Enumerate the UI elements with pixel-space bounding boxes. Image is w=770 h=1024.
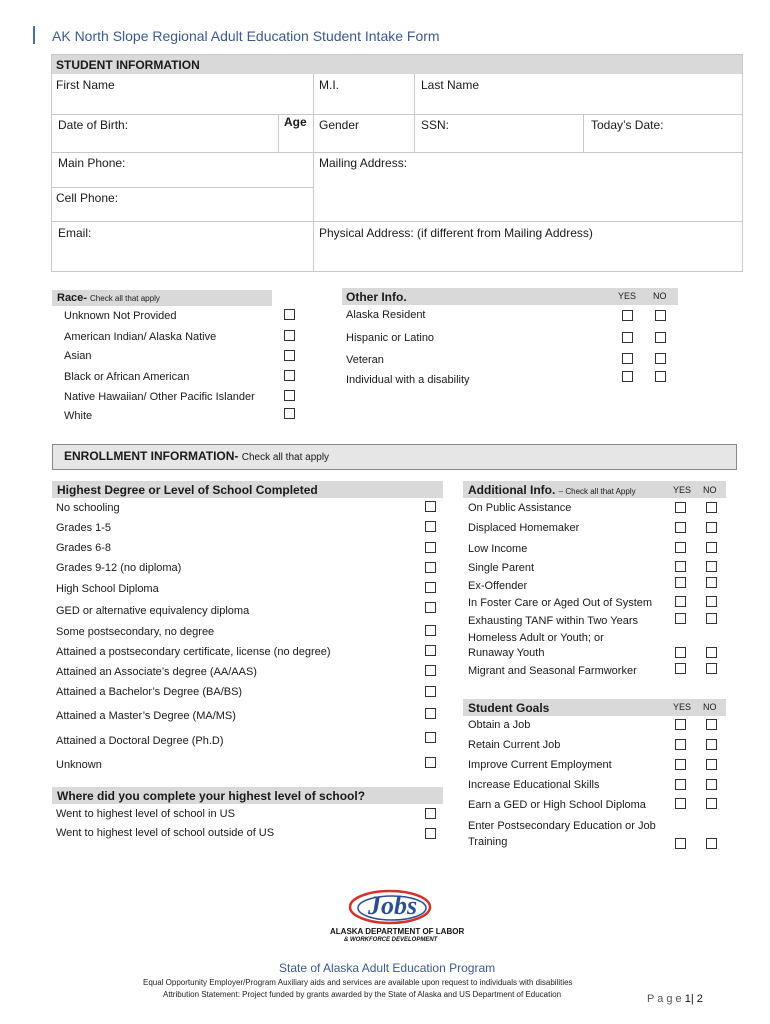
degree-item: High School Diploma (56, 583, 159, 595)
col-line-today (583, 114, 584, 152)
where-school-item: Went to highest level of school in US (56, 808, 235, 820)
additional-no-checkbox[interactable] (706, 522, 717, 533)
physical-address-label: Physical Address: (if different from Mailing Address) (319, 226, 593, 240)
mi-label: M.I. (319, 78, 339, 92)
degree-item: Attained a Master’s Degree (MA/MS) (56, 710, 236, 722)
other-info-yes-checkbox[interactable] (622, 332, 633, 343)
degree-checkbox[interactable] (425, 665, 436, 676)
footer-program: State of Alaska Adult Education Program (279, 961, 496, 975)
title-accent-bar (33, 26, 35, 44)
degree-checkbox[interactable] (425, 625, 436, 636)
todays-date-label: Today’s Date: (591, 118, 664, 132)
degree-item: Grades 6-8 (56, 542, 112, 554)
race-checkbox[interactable] (284, 350, 295, 361)
other-info-no-checkbox[interactable] (655, 353, 666, 364)
additional-info-item: Exhausting TANF within Two Years (468, 615, 638, 627)
degree-item: GED or alternative equivalency diploma (56, 605, 250, 617)
additional-info-no: NO (703, 485, 717, 495)
degree-item: Attained a Bachelor’s Degree (BA/BS) (56, 686, 243, 698)
cell-phone-label: Cell Phone: (56, 191, 119, 205)
footer-eeo: Equal Opportunity Employer/Program Auxiliary aids and services are available upon request to individuals with disabilities (143, 978, 573, 987)
additional-info-item: In Foster Care or Aged Out of System (468, 597, 653, 609)
race-item: American Indian/ Alaska Native (64, 331, 217, 343)
other-info-yes-checkbox[interactable] (622, 353, 633, 364)
other-info-no-checkbox[interactable] (655, 371, 666, 382)
where-school-heading: Where did you complete your highest level of school? (57, 789, 366, 803)
goals-yes-checkbox[interactable] (675, 739, 686, 750)
other-info-item: Alaska Resident (346, 309, 426, 321)
race-checkbox[interactable] (284, 309, 295, 320)
footer-attribution: Attribution Statement: Project funded by grants awarded by the State of Alaska and US Department of Education (163, 990, 562, 999)
additional-info-item: Single Parent (468, 562, 535, 574)
form-title: AK North Slope Regional Adult Education Student Intake Form (52, 28, 440, 44)
row-line-2 (52, 152, 742, 153)
goals-no-checkbox[interactable] (706, 779, 717, 790)
race-item: White (64, 410, 93, 422)
student-goals-item: Improve Current Employment (468, 759, 612, 771)
gender-label: Gender (319, 118, 360, 132)
race-heading: Race- Check all that apply (57, 292, 160, 304)
additional-info-item: Displaced Homemaker (468, 522, 580, 534)
student-goals-item: Earn a GED or High School Diploma (468, 799, 646, 811)
goals-yes-checkbox[interactable] (675, 838, 686, 849)
goals-no-checkbox[interactable] (706, 838, 717, 849)
additional-no-checkbox[interactable] (706, 561, 717, 572)
additional-yes-checkbox[interactable] (675, 561, 686, 572)
row-line-3 (52, 187, 313, 188)
race-checkbox[interactable] (284, 390, 295, 401)
other-info-no-checkbox[interactable] (655, 310, 666, 321)
goals-no-checkbox[interactable] (706, 798, 717, 809)
degree-checkbox[interactable] (425, 732, 436, 743)
dob-label: Date of Birth: (58, 118, 129, 132)
race-checkbox[interactable] (284, 330, 295, 341)
additional-info-item: On Public Assistance (468, 502, 572, 514)
additional-yes-checkbox[interactable] (675, 647, 686, 658)
where-school-checkbox[interactable] (425, 808, 436, 819)
col-line-last (414, 74, 415, 152)
additional-yes-checkbox[interactable] (675, 663, 686, 674)
goals-yes-checkbox[interactable] (675, 779, 686, 790)
other-info-no: NO (653, 291, 667, 301)
row-line-4 (52, 221, 742, 222)
student-goals-item: Training (468, 836, 508, 848)
student-goals-item: Increase Educational Skills (468, 779, 600, 791)
degree-checkbox[interactable] (425, 602, 436, 613)
additional-info-item: Low Income (468, 543, 528, 555)
email-label: Email: (58, 226, 92, 240)
other-info-heading: Other Info. (346, 290, 407, 304)
additional-no-checkbox[interactable] (706, 596, 717, 607)
degree-item: Unknown (56, 759, 102, 771)
goals-no-checkbox[interactable] (706, 739, 717, 750)
student-goals-item: Retain Current Job (468, 739, 561, 751)
row-line-1 (52, 114, 742, 115)
additional-no-checkbox[interactable] (706, 613, 717, 624)
main-phone-label: Main Phone: (58, 156, 126, 170)
degree-item: Grades 1-5 (56, 522, 112, 534)
goals-yes-checkbox[interactable] (675, 759, 686, 770)
additional-no-checkbox[interactable] (706, 502, 717, 513)
other-info-item: Veteran (346, 354, 384, 366)
jobs-logo-text: Jobs (368, 891, 418, 920)
other-info-item: Hispanic or Latino (346, 332, 435, 344)
ssn-label: SSN: (421, 118, 450, 132)
degree-item: Grades 9-12 (no diploma) (56, 562, 182, 574)
race-checkbox[interactable] (284, 370, 295, 381)
jobs-logo-line2: & WORKFORCE DEVELOPMENT (344, 937, 438, 943)
age-label: Age (284, 115, 307, 129)
mailing-address-label: Mailing Address: (319, 156, 408, 170)
additional-info-item: Ex-Offender (468, 580, 528, 592)
jobs-logo-line1: ALASKA DEPARTMENT OF LABOR (330, 927, 465, 936)
additional-yes-checkbox[interactable] (675, 502, 686, 513)
degree-checkbox[interactable] (425, 686, 436, 697)
where-school-item: Went to highest level of school outside of US (56, 827, 275, 839)
degree-item: Attained a postsecondary certificate, license (no degree) (56, 646, 331, 658)
degree-item: Attained a Doctoral Degree (Ph.D) (56, 735, 224, 747)
student-goals-no: NO (703, 702, 717, 712)
additional-info-subheading: – Check all that Apply (558, 487, 636, 496)
additional-yes-checkbox[interactable] (675, 542, 686, 553)
goals-no-checkbox[interactable] (706, 719, 717, 730)
race-item: Unknown Not Provided (64, 310, 177, 322)
other-info-no-checkbox[interactable] (655, 332, 666, 343)
goals-yes-checkbox[interactable] (675, 719, 686, 730)
student-goals-yes: YES (673, 702, 692, 712)
student-info-heading: STUDENT INFORMATION (56, 58, 200, 72)
degree-checkbox[interactable] (425, 645, 436, 656)
degree-item: No schooling (56, 502, 120, 514)
other-info-yes-checkbox[interactable] (622, 371, 633, 382)
degree-heading: Highest Degree or Level of School Completed (57, 483, 318, 497)
additional-no-checkbox[interactable] (706, 663, 717, 674)
degree-checkbox[interactable] (425, 562, 436, 573)
enrollment-heading: ENROLLMENT INFORMATION- Check all that apply (64, 449, 330, 463)
degree-item: Some postsecondary, no degree (56, 626, 215, 638)
race-item: Native Hawaiian/ Other Pacific Islander (64, 391, 255, 403)
other-info-item: Individual with a disability (346, 374, 470, 386)
degree-checkbox[interactable] (425, 582, 436, 593)
where-school-checkbox[interactable] (425, 828, 436, 839)
degree-checkbox[interactable] (425, 501, 436, 512)
goals-no-checkbox[interactable] (706, 759, 717, 770)
additional-no-checkbox[interactable] (706, 577, 717, 588)
additional-yes-checkbox[interactable] (675, 613, 686, 624)
additional-yes-checkbox[interactable] (675, 522, 686, 533)
jobs-logo (328, 885, 463, 947)
additional-yes-checkbox[interactable] (675, 596, 686, 607)
other-info-yes: YES (618, 291, 637, 301)
degree-checkbox[interactable] (425, 708, 436, 719)
additional-info-yes: YES (673, 485, 692, 495)
additional-info-item: Homeless Adult or Youth; or (468, 632, 604, 644)
race-item: Asian (64, 350, 92, 362)
degree-item: Attained an Associate’s degree (AA/AAS) (56, 666, 257, 678)
additional-info-item: Migrant and Seasonal Farmworker (468, 665, 637, 677)
additional-info-item: Runaway Youth (468, 647, 545, 659)
page-label: P a g e (647, 993, 682, 1005)
additional-no-checkbox[interactable] (706, 542, 717, 553)
race-subheading: Check all that apply (90, 294, 160, 303)
race-checkbox[interactable] (284, 408, 295, 419)
goals-yes-checkbox[interactable] (675, 798, 686, 809)
race-item: Black or African American (64, 371, 190, 383)
degree-checkbox[interactable] (425, 521, 436, 532)
last-name-label: Last Name (421, 78, 480, 92)
student-goals-item: Enter Postsecondary Education or Job (468, 820, 656, 832)
enrollment-subheading: Check all that apply (241, 452, 330, 463)
degree-checkbox[interactable] (425, 542, 436, 553)
page-separator: | (690, 993, 694, 1005)
additional-no-checkbox[interactable] (706, 647, 717, 658)
first-name-label: First Name (56, 78, 115, 92)
other-info-yes-checkbox[interactable] (622, 310, 633, 321)
page-current: 1 (684, 993, 691, 1005)
additional-yes-checkbox[interactable] (675, 577, 686, 588)
student-goals-heading: Student Goals (468, 701, 550, 715)
additional-info-heading: Additional Info. – Check all that Apply (468, 483, 636, 497)
col-line-mi (313, 74, 314, 271)
student-goals-item: Obtain a Job (468, 719, 531, 731)
page-number (647, 993, 703, 1005)
page-total: 2 (696, 993, 703, 1005)
degree-checkbox[interactable] (425, 757, 436, 768)
